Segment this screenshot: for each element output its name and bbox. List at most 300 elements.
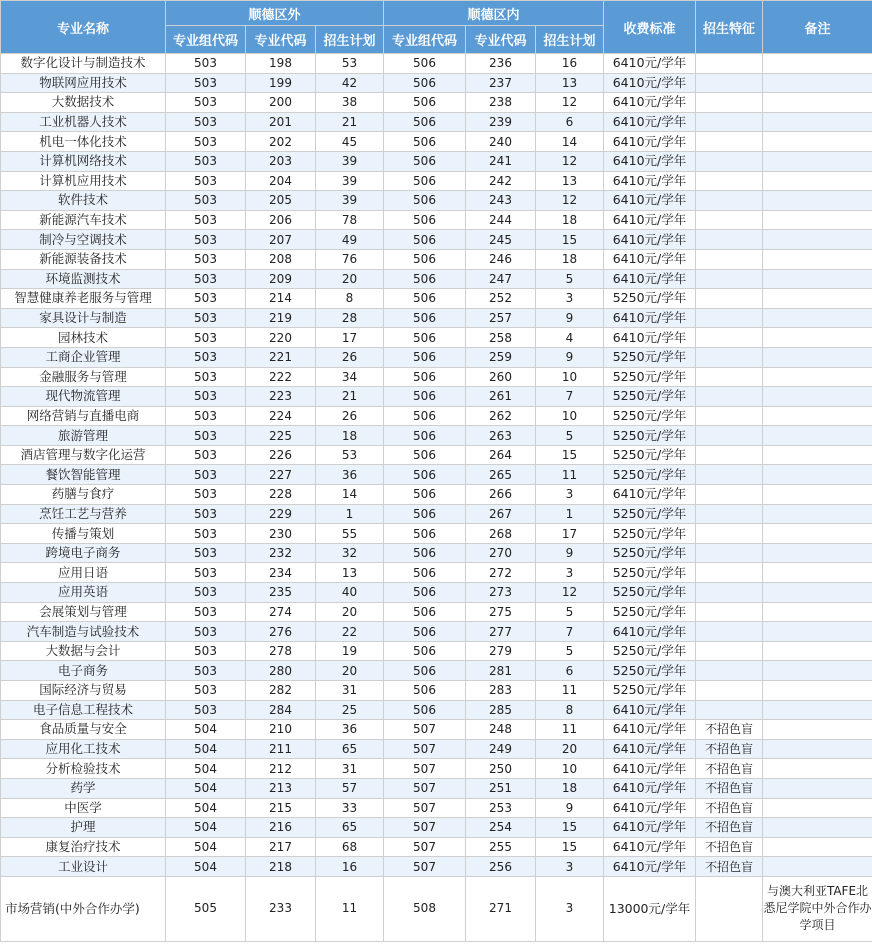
cell-remark xyxy=(763,347,872,367)
cell-inside-major-code: 267 xyxy=(466,504,536,524)
cell-inside-major-code: 251 xyxy=(466,778,536,798)
cell-inside-major-code: 246 xyxy=(466,249,536,269)
cell-remark xyxy=(763,210,872,230)
cell-major-name: 酒店管理与数字化运营 xyxy=(1,445,166,465)
cell-feature xyxy=(696,347,763,367)
cell-inside-group-code: 506 xyxy=(384,563,466,583)
cell-remark xyxy=(763,54,872,74)
cell-inside-plan: 5 xyxy=(536,269,604,289)
cell-outside-plan: 20 xyxy=(316,602,384,622)
cell-outside-major-code: 227 xyxy=(246,465,316,485)
cell-fee: 6410元/学年 xyxy=(604,818,696,838)
header-inside-plan: 招生计划 xyxy=(536,26,604,54)
cell-inside-major-code: 264 xyxy=(466,445,536,465)
cell-outside-group-code: 503 xyxy=(166,465,246,485)
cell-inside-group-code: 506 xyxy=(384,524,466,544)
cell-inside-group-code: 506 xyxy=(384,289,466,309)
cell-inside-group-code: 506 xyxy=(384,112,466,132)
cell-outside-major-code: 230 xyxy=(246,524,316,544)
cell-major-name: 工业机器人技术 xyxy=(1,112,166,132)
cell-major-name: 机电一体化技术 xyxy=(1,132,166,152)
cell-inside-major-code: 248 xyxy=(466,720,536,740)
cell-inside-plan: 13 xyxy=(536,171,604,191)
cell-inside-plan: 5 xyxy=(536,641,604,661)
cell-outside-plan: 31 xyxy=(316,681,384,701)
cell-outside-plan: 21 xyxy=(316,112,384,132)
cell-outside-group-code: 503 xyxy=(166,641,246,661)
cell-inside-major-code: 254 xyxy=(466,818,536,838)
cell-inside-major-code: 261 xyxy=(466,387,536,407)
cell-remark xyxy=(763,406,872,426)
cell-remark xyxy=(763,583,872,603)
cell-fee: 6410元/学年 xyxy=(604,778,696,798)
cell-outside-plan: 20 xyxy=(316,661,384,681)
cell-inside-major-code: 243 xyxy=(466,191,536,211)
cell-remark xyxy=(763,622,872,642)
cell-inside-plan: 3 xyxy=(536,876,604,941)
cell-feature: 不招色盲 xyxy=(696,798,763,818)
cell-outside-group-code: 503 xyxy=(166,426,246,446)
cell-remark xyxy=(763,524,872,544)
cell-outside-group-code: 504 xyxy=(166,837,246,857)
cell-inside-major-code: 281 xyxy=(466,661,536,681)
cell-major-name: 应用英语 xyxy=(1,583,166,603)
cell-fee: 6410元/学年 xyxy=(604,720,696,740)
cell-outside-plan: 36 xyxy=(316,465,384,485)
table-row xyxy=(1,73,872,93)
cell-inside-plan: 5 xyxy=(536,602,604,622)
cell-remark xyxy=(763,387,872,407)
cell-fee: 5250元/学年 xyxy=(604,524,696,544)
cell-inside-major-code: 279 xyxy=(466,641,536,661)
cell-inside-major-code: 285 xyxy=(466,700,536,720)
cell-outside-plan: 39 xyxy=(316,191,384,211)
cell-outside-plan: 49 xyxy=(316,230,384,250)
cell-outside-plan: 36 xyxy=(316,720,384,740)
table-row xyxy=(1,524,872,544)
cell-remark xyxy=(763,485,872,505)
cell-fee: 6410元/学年 xyxy=(604,230,696,250)
cell-outside-plan: 18 xyxy=(316,426,384,446)
table-row xyxy=(1,269,872,289)
cell-feature xyxy=(696,445,763,465)
cell-inside-group-code: 506 xyxy=(384,269,466,289)
cell-inside-group-code: 506 xyxy=(384,151,466,171)
cell-inside-major-code: 250 xyxy=(466,759,536,779)
cell-inside-group-code: 506 xyxy=(384,641,466,661)
table-row xyxy=(1,681,872,701)
table-row xyxy=(1,328,872,348)
cell-fee: 5250元/学年 xyxy=(604,445,696,465)
cell-remark xyxy=(763,308,872,328)
cell-inside-major-code: 265 xyxy=(466,465,536,485)
cell-major-name: 电子信息工程技术 xyxy=(1,700,166,720)
cell-inside-group-code: 507 xyxy=(384,759,466,779)
cell-feature xyxy=(696,151,763,171)
cell-inside-group-code: 507 xyxy=(384,798,466,818)
table-row xyxy=(1,465,872,485)
cell-outside-plan: 40 xyxy=(316,583,384,603)
cell-major-name: 中医学 xyxy=(1,798,166,818)
cell-outside-major-code: 208 xyxy=(246,249,316,269)
table-row xyxy=(1,54,872,74)
cell-outside-group-code: 503 xyxy=(166,191,246,211)
cell-inside-plan: 14 xyxy=(536,132,604,152)
cell-major-name: 金融服务与管理 xyxy=(1,367,166,387)
cell-outside-group-code: 503 xyxy=(166,622,246,642)
cell-outside-group-code: 503 xyxy=(166,504,246,524)
cell-outside-major-code: 212 xyxy=(246,759,316,779)
cell-inside-major-code: 260 xyxy=(466,367,536,387)
cell-outside-major-code: 218 xyxy=(246,857,316,877)
cell-inside-group-code: 506 xyxy=(384,387,466,407)
table-row xyxy=(1,876,872,941)
cell-outside-major-code: 234 xyxy=(246,563,316,583)
cell-outside-group-code: 503 xyxy=(166,583,246,603)
cell-inside-group-code: 506 xyxy=(384,445,466,465)
cell-outside-group-code: 503 xyxy=(166,73,246,93)
cell-major-name: 网络营销与直播电商 xyxy=(1,406,166,426)
cell-outside-group-code: 503 xyxy=(166,406,246,426)
cell-feature xyxy=(696,112,763,132)
cell-outside-plan: 42 xyxy=(316,73,384,93)
cell-outside-plan: 20 xyxy=(316,269,384,289)
cell-major-name: 传播与策划 xyxy=(1,524,166,544)
cell-remark xyxy=(763,132,872,152)
cell-fee: 5250元/学年 xyxy=(604,602,696,622)
cell-feature xyxy=(696,328,763,348)
cell-inside-plan: 15 xyxy=(536,837,604,857)
cell-outside-plan: 19 xyxy=(316,641,384,661)
cell-inside-group-code: 506 xyxy=(384,171,466,191)
cell-outside-group-code: 503 xyxy=(166,289,246,309)
cell-inside-plan: 3 xyxy=(536,289,604,309)
cell-feature: 不招色盲 xyxy=(696,739,763,759)
cell-feature xyxy=(696,426,763,446)
cell-outside-major-code: 219 xyxy=(246,308,316,328)
cell-feature xyxy=(696,622,763,642)
header-outside-plan: 招生计划 xyxy=(316,26,384,54)
cell-feature xyxy=(696,54,763,74)
cell-inside-plan: 3 xyxy=(536,485,604,505)
cell-outside-group-code: 503 xyxy=(166,387,246,407)
cell-major-name: 大数据与会计 xyxy=(1,641,166,661)
cell-fee: 5250元/学年 xyxy=(604,543,696,563)
cell-outside-major-code: 204 xyxy=(246,171,316,191)
cell-remark xyxy=(763,249,872,269)
cell-fee: 6410元/学年 xyxy=(604,739,696,759)
cell-feature: 不招色盲 xyxy=(696,759,763,779)
cell-outside-major-code: 199 xyxy=(246,73,316,93)
cell-inside-plan: 4 xyxy=(536,328,604,348)
cell-outside-major-code: 216 xyxy=(246,818,316,838)
cell-outside-group-code: 505 xyxy=(166,876,246,941)
cell-outside-major-code: 217 xyxy=(246,837,316,857)
cell-feature xyxy=(696,583,763,603)
cell-feature: 不招色盲 xyxy=(696,857,763,877)
cell-inside-major-code: 271 xyxy=(466,876,536,941)
cell-major-name: 现代物流管理 xyxy=(1,387,166,407)
cell-outside-major-code: 226 xyxy=(246,445,316,465)
cell-inside-group-code: 506 xyxy=(384,210,466,230)
cell-remark xyxy=(763,171,872,191)
cell-major-name: 药学 xyxy=(1,778,166,798)
table-row xyxy=(1,602,872,622)
cell-feature xyxy=(696,210,763,230)
cell-major-name: 旅游管理 xyxy=(1,426,166,446)
table-row xyxy=(1,426,872,446)
cell-remark xyxy=(763,269,872,289)
table-row xyxy=(1,445,872,465)
cell-outside-group-code: 503 xyxy=(166,54,246,74)
cell-inside-plan: 6 xyxy=(536,661,604,681)
cell-outside-plan: 78 xyxy=(316,210,384,230)
cell-inside-major-code: 259 xyxy=(466,347,536,367)
cell-inside-plan: 5 xyxy=(536,426,604,446)
cell-outside-major-code: 232 xyxy=(246,543,316,563)
cell-inside-major-code: 257 xyxy=(466,308,536,328)
cell-outside-group-code: 503 xyxy=(166,661,246,681)
cell-outside-plan: 26 xyxy=(316,347,384,367)
cell-outside-major-code: 210 xyxy=(246,720,316,740)
cell-remark xyxy=(763,857,872,877)
cell-inside-plan: 3 xyxy=(536,563,604,583)
cell-feature xyxy=(696,465,763,485)
cell-outside-group-code: 504 xyxy=(166,739,246,759)
cell-major-name: 环境监测技术 xyxy=(1,269,166,289)
table-row xyxy=(1,151,872,171)
cell-inside-group-code: 506 xyxy=(384,249,466,269)
header-major-name: 专业名称 xyxy=(1,1,166,54)
cell-inside-plan: 1 xyxy=(536,504,604,524)
table-row xyxy=(1,583,872,603)
cell-outside-major-code: 274 xyxy=(246,602,316,622)
cell-remark xyxy=(763,563,872,583)
cell-remark xyxy=(763,73,872,93)
cell-remark xyxy=(763,818,872,838)
cell-outside-plan: 31 xyxy=(316,759,384,779)
cell-remark xyxy=(763,739,872,759)
cell-fee: 6410元/学年 xyxy=(604,308,696,328)
cell-remark xyxy=(763,759,872,779)
cell-fee: 5250元/学年 xyxy=(604,367,696,387)
cell-outside-plan: 39 xyxy=(316,151,384,171)
cell-inside-major-code: 238 xyxy=(466,93,536,113)
cell-major-name: 应用化工技术 xyxy=(1,739,166,759)
cell-remark xyxy=(763,837,872,857)
cell-inside-plan: 10 xyxy=(536,406,604,426)
cell-fee: 5250元/学年 xyxy=(604,504,696,524)
cell-inside-group-code: 506 xyxy=(384,485,466,505)
cell-outside-major-code: 214 xyxy=(246,289,316,309)
cell-inside-group-code: 507 xyxy=(384,720,466,740)
cell-remark xyxy=(763,798,872,818)
table-body xyxy=(1,54,872,942)
cell-major-name: 跨境电子商务 xyxy=(1,543,166,563)
cell-feature xyxy=(696,308,763,328)
cell-inside-major-code: 236 xyxy=(466,54,536,74)
cell-major-name: 护理 xyxy=(1,818,166,838)
cell-outside-plan: 55 xyxy=(316,524,384,544)
cell-outside-plan: 34 xyxy=(316,367,384,387)
cell-inside-group-code: 508 xyxy=(384,876,466,941)
cell-outside-major-code: 280 xyxy=(246,661,316,681)
cell-outside-major-code: 228 xyxy=(246,485,316,505)
cell-inside-plan: 9 xyxy=(536,798,604,818)
cell-major-name: 药膳与食疗 xyxy=(1,485,166,505)
cell-remark xyxy=(763,328,872,348)
cell-outside-major-code: 209 xyxy=(246,269,316,289)
cell-inside-major-code: 277 xyxy=(466,622,536,642)
cell-outside-plan: 17 xyxy=(316,328,384,348)
cell-remark xyxy=(763,504,872,524)
cell-remark xyxy=(763,661,872,681)
cell-feature xyxy=(696,171,763,191)
cell-inside-group-code: 506 xyxy=(384,700,466,720)
cell-feature xyxy=(696,387,763,407)
cell-inside-group-code: 506 xyxy=(384,543,466,563)
cell-inside-major-code: 247 xyxy=(466,269,536,289)
cell-fee: 5250元/学年 xyxy=(604,681,696,701)
cell-remark xyxy=(763,191,872,211)
cell-inside-plan: 6 xyxy=(536,112,604,132)
cell-remark xyxy=(763,681,872,701)
cell-inside-group-code: 506 xyxy=(384,191,466,211)
cell-major-name: 新能源汽车技术 xyxy=(1,210,166,230)
cell-outside-group-code: 504 xyxy=(166,720,246,740)
cell-inside-plan: 12 xyxy=(536,583,604,603)
cell-outside-major-code: 202 xyxy=(246,132,316,152)
cell-inside-major-code: 262 xyxy=(466,406,536,426)
cell-inside-major-code: 270 xyxy=(466,543,536,563)
cell-outside-plan: 68 xyxy=(316,837,384,857)
cell-outside-plan: 13 xyxy=(316,563,384,583)
cell-outside-plan: 53 xyxy=(316,445,384,465)
table-row xyxy=(1,739,872,759)
cell-inside-group-code: 506 xyxy=(384,681,466,701)
header-inside-group-code: 专业组代码 xyxy=(384,26,466,54)
cell-feature xyxy=(696,73,763,93)
cell-outside-plan: 22 xyxy=(316,622,384,642)
cell-outside-group-code: 503 xyxy=(166,93,246,113)
cell-remark xyxy=(763,445,872,465)
cell-feature: 不招色盲 xyxy=(696,778,763,798)
cell-inside-group-code: 506 xyxy=(384,54,466,74)
cell-fee: 6410元/学年 xyxy=(604,328,696,348)
cell-inside-major-code: 275 xyxy=(466,602,536,622)
cell-inside-plan: 13 xyxy=(536,73,604,93)
cell-inside-major-code: 240 xyxy=(466,132,536,152)
cell-feature xyxy=(696,191,763,211)
cell-feature xyxy=(696,602,763,622)
cell-outside-major-code: 221 xyxy=(246,347,316,367)
cell-outside-plan: 32 xyxy=(316,543,384,563)
cell-inside-group-code: 506 xyxy=(384,406,466,426)
cell-outside-group-code: 504 xyxy=(166,759,246,779)
cell-fee: 5250元/学年 xyxy=(604,387,696,407)
cell-remark xyxy=(763,151,872,171)
cell-feature xyxy=(696,93,763,113)
cell-feature xyxy=(696,485,763,505)
cell-fee: 5250元/学年 xyxy=(604,426,696,446)
cell-inside-group-code: 506 xyxy=(384,504,466,524)
cell-outside-major-code: 211 xyxy=(246,739,316,759)
cell-outside-plan: 45 xyxy=(316,132,384,152)
table-row xyxy=(1,622,872,642)
cell-feature xyxy=(696,504,763,524)
cell-major-name: 市场营销(中外合作办学) xyxy=(1,876,166,941)
cell-fee: 6410元/学年 xyxy=(604,857,696,877)
cell-fee: 6410元/学年 xyxy=(604,132,696,152)
cell-major-name: 工业设计 xyxy=(1,857,166,877)
cell-inside-group-code: 506 xyxy=(384,465,466,485)
cell-fee: 6410元/学年 xyxy=(604,210,696,230)
cell-major-name: 应用日语 xyxy=(1,563,166,583)
cell-feature xyxy=(696,289,763,309)
cell-outside-group-code: 503 xyxy=(166,563,246,583)
cell-inside-plan: 18 xyxy=(536,249,604,269)
cell-major-name: 智慧健康养老服务与管理 xyxy=(1,289,166,309)
table-row xyxy=(1,230,872,250)
cell-inside-major-code: 273 xyxy=(466,583,536,603)
cell-outside-major-code: 203 xyxy=(246,151,316,171)
table-row xyxy=(1,367,872,387)
table-row xyxy=(1,289,872,309)
cell-inside-group-code: 506 xyxy=(384,367,466,387)
table-row xyxy=(1,700,872,720)
cell-remark xyxy=(763,543,872,563)
cell-remark xyxy=(763,700,872,720)
table-row xyxy=(1,132,872,152)
cell-outside-plan: 76 xyxy=(316,249,384,269)
cell-fee: 6410元/学年 xyxy=(604,485,696,505)
cell-inside-major-code: 268 xyxy=(466,524,536,544)
table-row xyxy=(1,387,872,407)
cell-feature xyxy=(696,563,763,583)
table-row xyxy=(1,249,872,269)
cell-fee: 5250元/学年 xyxy=(604,289,696,309)
cell-outside-group-code: 503 xyxy=(166,210,246,230)
cell-outside-plan: 16 xyxy=(316,857,384,877)
cell-outside-plan: 38 xyxy=(316,93,384,113)
cell-inside-major-code: 252 xyxy=(466,289,536,309)
cell-inside-group-code: 506 xyxy=(384,347,466,367)
cell-remark xyxy=(763,426,872,446)
cell-major-name: 软件技术 xyxy=(1,191,166,211)
cell-inside-major-code: 253 xyxy=(466,798,536,818)
table-row xyxy=(1,759,872,779)
cell-inside-group-code: 506 xyxy=(384,602,466,622)
table-row xyxy=(1,778,872,798)
cell-remark xyxy=(763,465,872,485)
cell-remark xyxy=(763,230,872,250)
cell-outside-major-code: 198 xyxy=(246,54,316,74)
cell-outside-group-code: 503 xyxy=(166,367,246,387)
cell-outside-group-code: 503 xyxy=(166,308,246,328)
cell-outside-major-code: 223 xyxy=(246,387,316,407)
cell-inside-plan: 12 xyxy=(536,93,604,113)
table-row xyxy=(1,837,872,857)
cell-remark xyxy=(763,93,872,113)
table-row xyxy=(1,210,872,230)
cell-inside-group-code: 506 xyxy=(384,308,466,328)
cell-outside-plan: 26 xyxy=(316,406,384,426)
cell-outside-major-code: 282 xyxy=(246,681,316,701)
table-row xyxy=(1,661,872,681)
cell-outside-plan: 65 xyxy=(316,818,384,838)
cell-major-name: 餐饮智能管理 xyxy=(1,465,166,485)
cell-inside-major-code: 241 xyxy=(466,151,536,171)
